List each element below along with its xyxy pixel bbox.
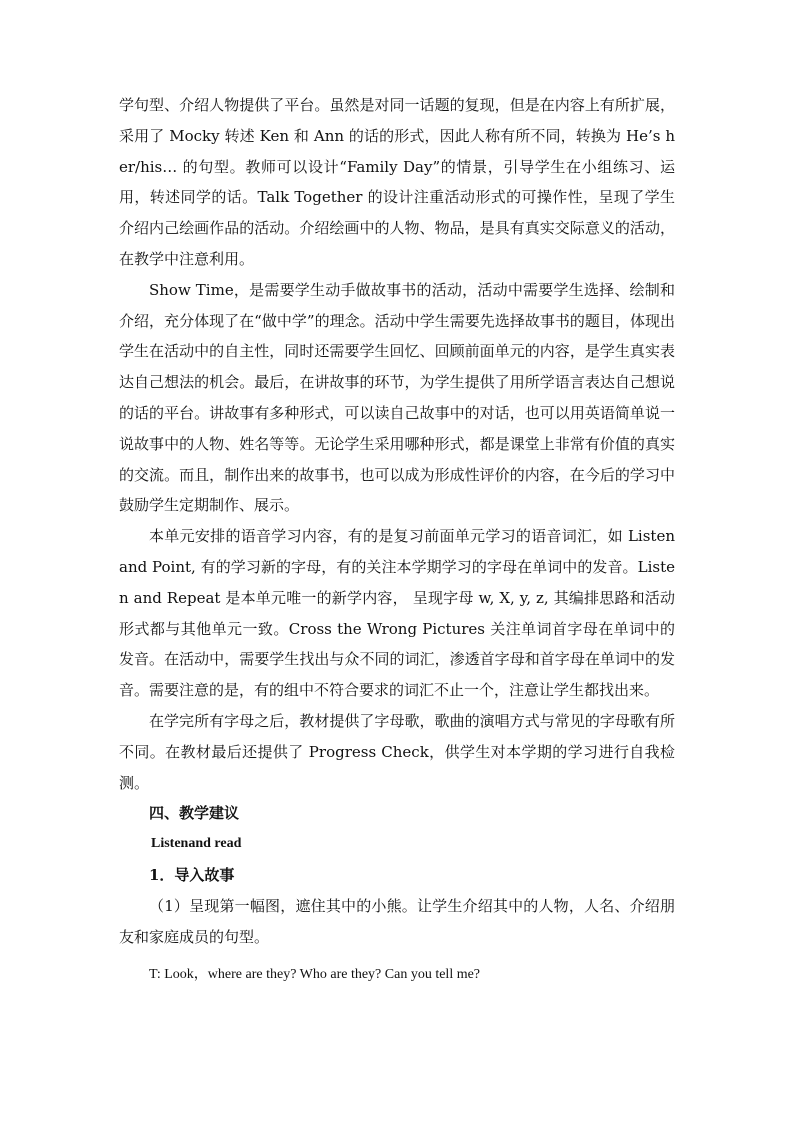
paragraph-phonics: 本单元安排的语音学习内容，有的是复习前面单元学习的语音词汇，如 Listen and Point, 有的学习新的字母，有的关注本学期学习的字母在单词中的发音。Listen and Repeat 是本单元唯一的新学内容， 呈现字母 w, X, y, z, 其编排思路和活动形式都与其他单元一致。Cross the Wrong Pictures 关注单词首字母在单词中的发音。在活动中，需要学生找出与众不同的词汇，渗透首字母和首字母在单词中的发音。需要注意的是，有的组中不符合要求的词汇不止一个，注意让学生都找出来。 xyxy=(119,527,675,700)
teacher-line: T: Look，where are they? Who are they? Can you tell me? xyxy=(149,967,481,983)
section-heading: 四、教学建议 xyxy=(149,804,240,823)
document-page xyxy=(119,90,675,991)
paragraph-show-time: Show Time，是需要学生动手做故事书的活动，活动中需要学生选择、绘制和介绍，充分体现了在“做中学”的理念。活动中学生需要先选择故事书的题目，体现出学生在活动中的自主性，同时还需要学生回忆、回顾前面单元的内容，是学生真实表达自己想法的机会。最后，在讲故事的环节，为学生提供了用所学语言表达自己想说的话的平台。讲故事有多种形式，可以读自己故事中的对话，也可以用英语简单说一说故事中的人物、姓名等等。无论学生采用哪种形式，都是课堂上非常有价值的真实的交流。而且，制作出来的故事书，也可以成为形成性评价的内容，在今后的学习中鼓励学生定期制作、展示。 xyxy=(119,280,675,515)
step-heading: 1．导入故事 xyxy=(149,865,235,884)
sub-heading: Listenand read xyxy=(151,836,242,852)
paragraph-alphabet-song: 在学完所有字母之后，教材提供了字母歌，歌曲的演唱方式与常见的字母歌有所不同。在教材最后还提供了 Progress Check，供学生对本学期的学习进行自我检测。 xyxy=(119,711,675,792)
step-paragraph: （1）呈现第一幅图，遮住其中的小熊。让学生介绍其中的人物，人名、介绍朋友和家庭成员的句型。 xyxy=(119,896,675,946)
paragraph-continuation: 学句型、介绍人物提供了平台。虽然是对同一话题的复现，但是在内容上有所扩展，采用了 Mocky 转述 Ken 和 Ann 的话的形式，因此人称有所不同，转换为 He’s her/his… 的句型。教师可以设计“Family Day”的情景，引导学生在小组练习、运用，转述同学的话。Talk Together 的设计注重活动形式的可操作性，呈现了学生介绍内己绘画作品的活动。介绍绘画中的人物、物品，是具有真实交际意义的活动，在教学中注意利用。 xyxy=(119,96,675,268)
